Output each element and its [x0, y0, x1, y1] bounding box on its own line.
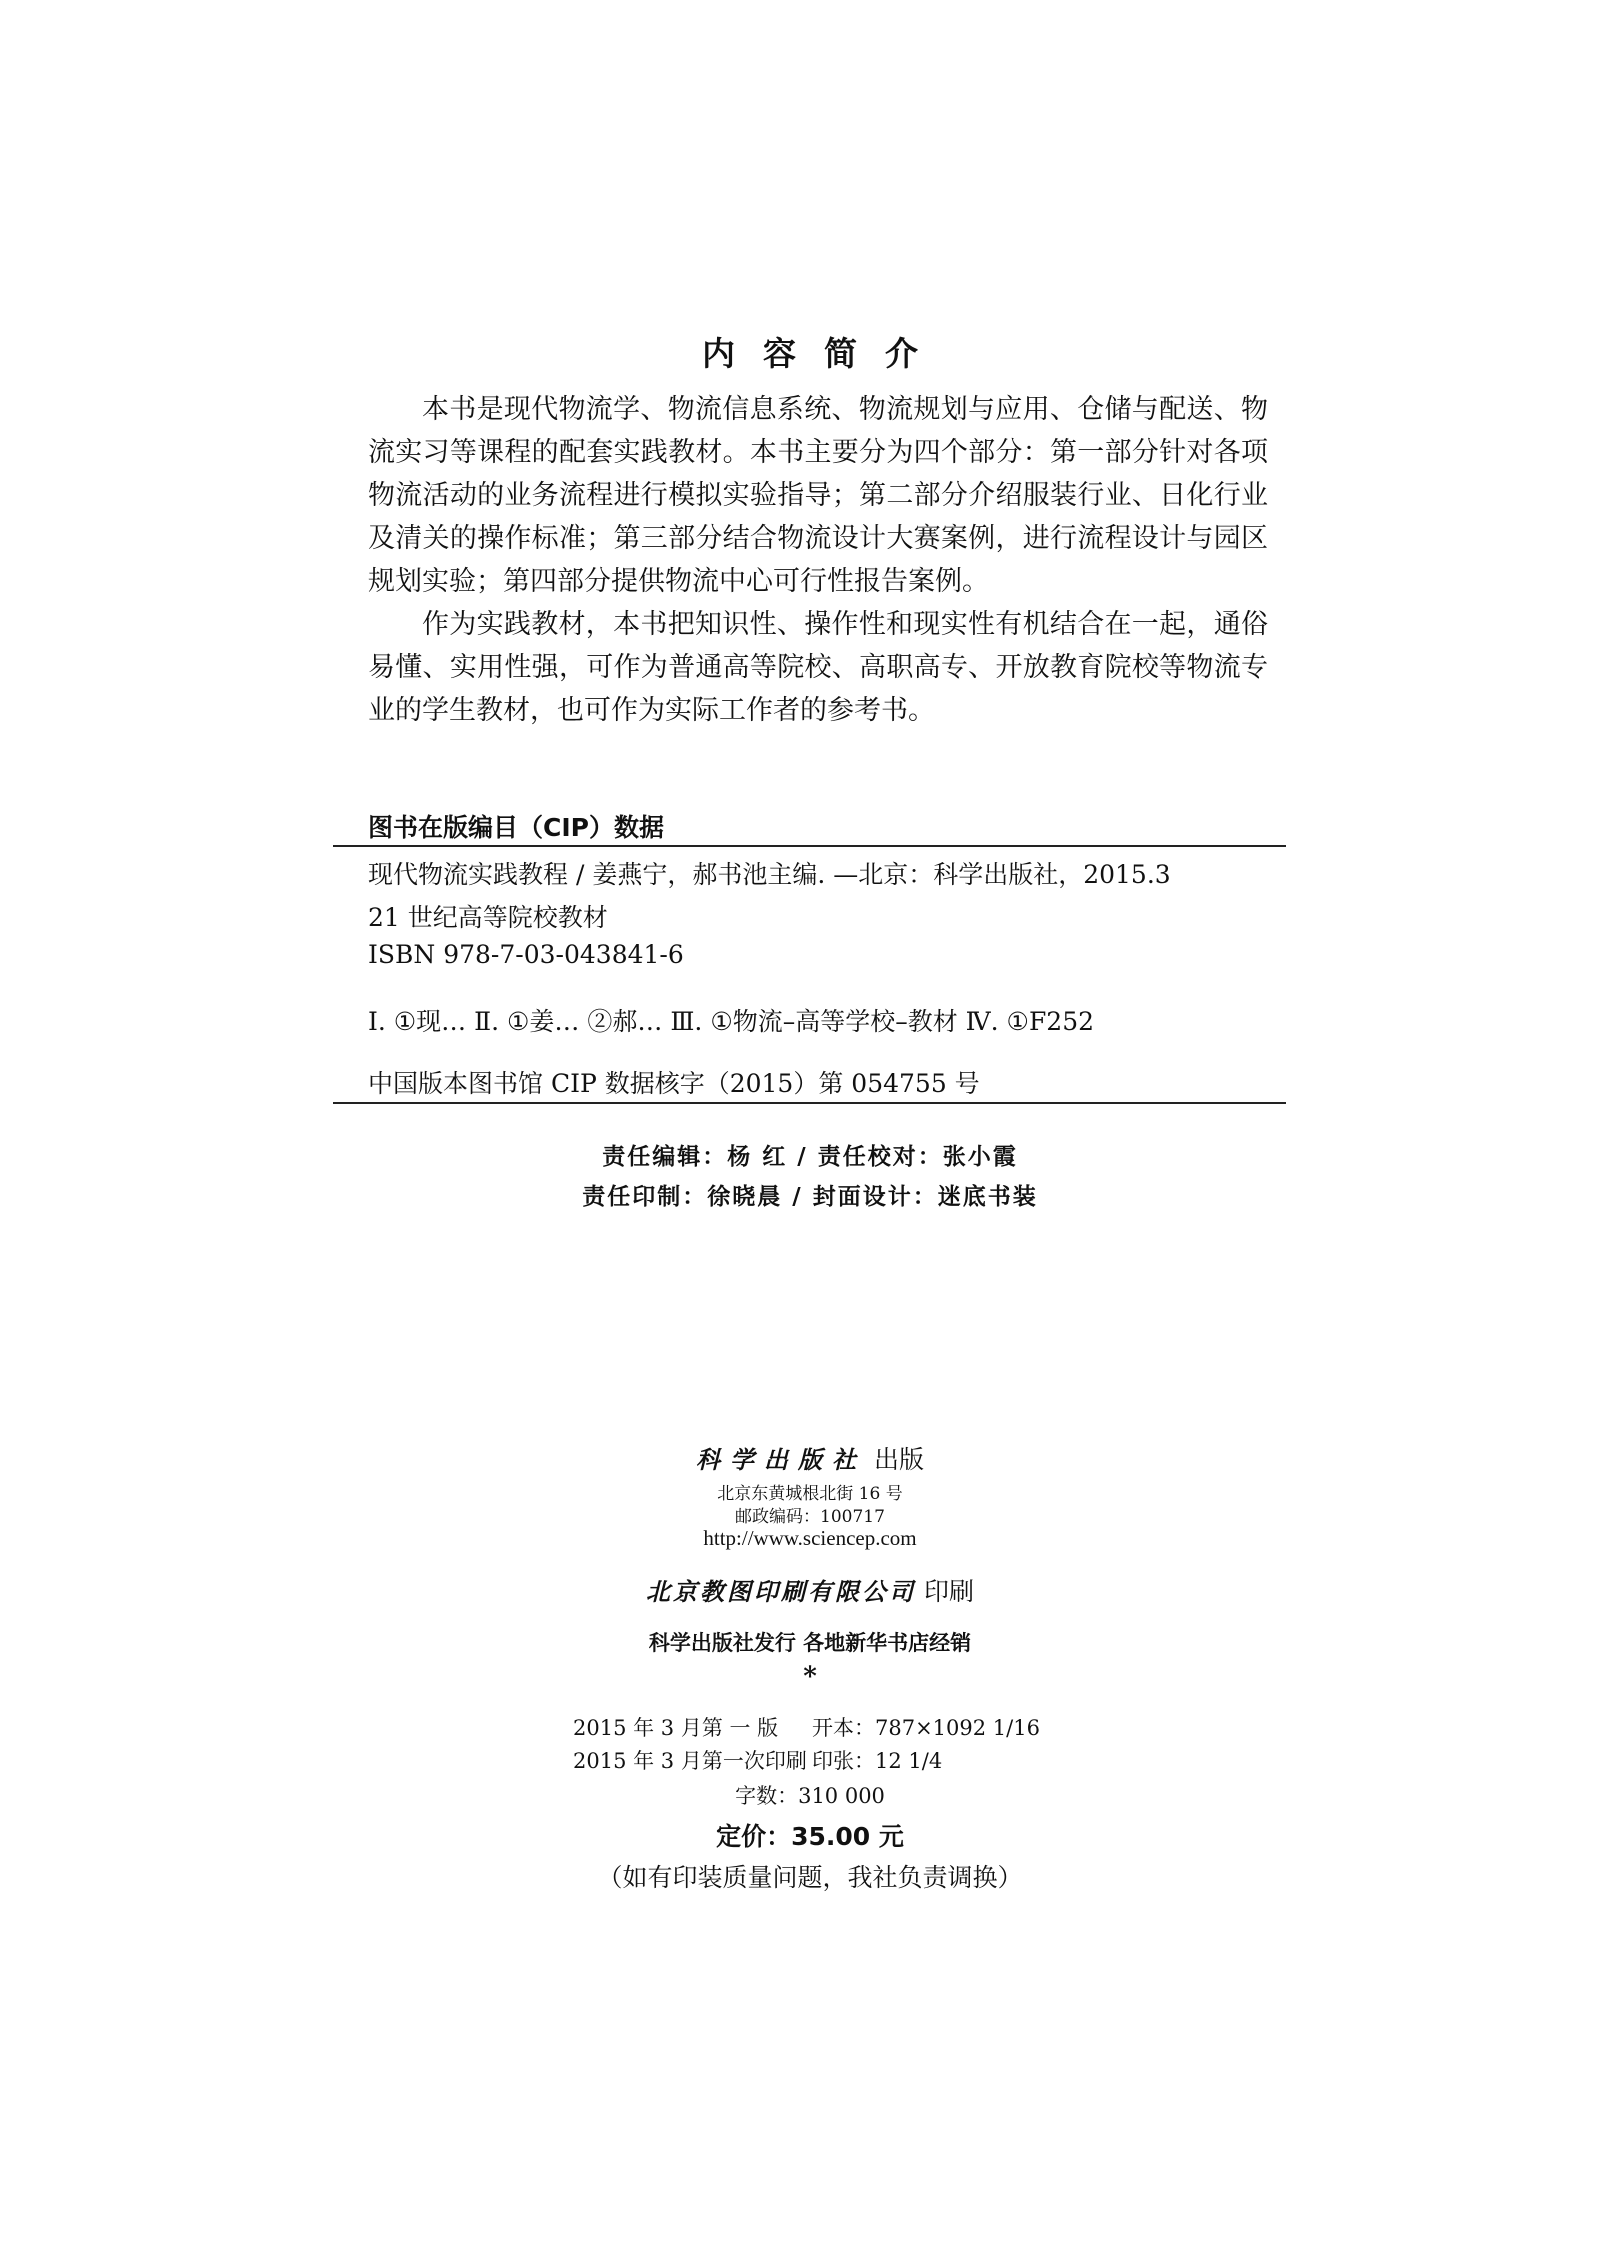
- cip-top-rule: [333, 845, 1286, 847]
- cip-heading: 图书在版编目（CIP）数据: [368, 813, 664, 842]
- publisher-postcode: 邮政编码：100717: [735, 1507, 885, 1527]
- printer-line: [0, 1572, 1620, 1608]
- printer-suffix: 印刷: [923, 1577, 974, 1606]
- format-info: 开本：787×1092 1/16: [812, 1716, 1040, 1740]
- intro-paragraph-1: 本书是现代物流学、物流信息系统、物流规划与应用、仓储与配送、物流实习等课程的配套实践教材。本书主要分为四个部分：第一部分针对各项物流活动的业务流程进行模拟实验指导；第二部分介绍服装行业、日化行业及清关的操作标准；第三部分结合物流设计大赛案例，进行流程设计与园区规划实验；第四部分提供物流中心可行性报告案例。: [368, 394, 1268, 597]
- quality-notice: （如有印装质量问题，我社负责调换）: [597, 1863, 1023, 1892]
- publisher-brand: 科学出版社: [696, 1445, 867, 1474]
- price: 定价：35.00 元: [716, 1822, 904, 1851]
- printing-info: 2015 年 3 月第一次印刷: [573, 1749, 807, 1773]
- editors-line-1: 责任编辑：杨 红 / 责任校对：张小霞: [602, 1144, 1018, 1170]
- publisher-line: [0, 1440, 1620, 1476]
- distribution-line: 科学出版社发行 各地新华书店经销: [648, 1631, 972, 1655]
- cip-title-line: 现代物流实践教程 / 姜燕宁，郝书池主编. —北京：科学出版社，2015.3: [368, 860, 1171, 889]
- cip-classification-line: Ⅰ. ①现… Ⅱ. ①姜… ②郝… Ⅲ. ①物流–高等学校–教材 Ⅳ. ①F252: [368, 1007, 1095, 1036]
- separator-star: *: [803, 1662, 817, 1692]
- cip-isbn-line: ISBN 978-7-03-043841-6: [368, 940, 684, 969]
- intro-body: [368, 388, 1268, 732]
- cip-bottom-rule: [333, 1102, 1286, 1104]
- cip-series-line: 21 世纪高等院校教材: [368, 903, 608, 932]
- intro-title: 内容简介: [702, 334, 946, 373]
- cip-record-number: 中国版本图书馆 CIP 数据核字（2015）第 054755 号: [368, 1069, 980, 1098]
- word-count: 字数：310 000: [735, 1784, 885, 1808]
- edition-info: 2015 年 3 月第 一 版: [573, 1716, 779, 1740]
- editors-line-2: 责任印制：徐晓晨 / 封面设计：迷底书装: [582, 1184, 1038, 1210]
- sheets-info: 印张：12 1/4: [812, 1749, 943, 1773]
- publisher-address: 北京东黄城根北街 16 号: [717, 1484, 903, 1504]
- intro-paragraph-2: 作为实践教材，本书把知识性、操作性和现实性有机结合在一起，通俗易懂、实用性强，可作为普通高等院校、高职高专、开放教育院校等物流专业的学生教材，也可作为实际工作者的参考书。: [368, 609, 1268, 726]
- publisher-suffix: 出版: [873, 1445, 924, 1474]
- printer-brand: 北京教图印刷有限公司: [646, 1577, 917, 1606]
- publisher-url: http://www.sciencep.com: [703, 1526, 917, 1550]
